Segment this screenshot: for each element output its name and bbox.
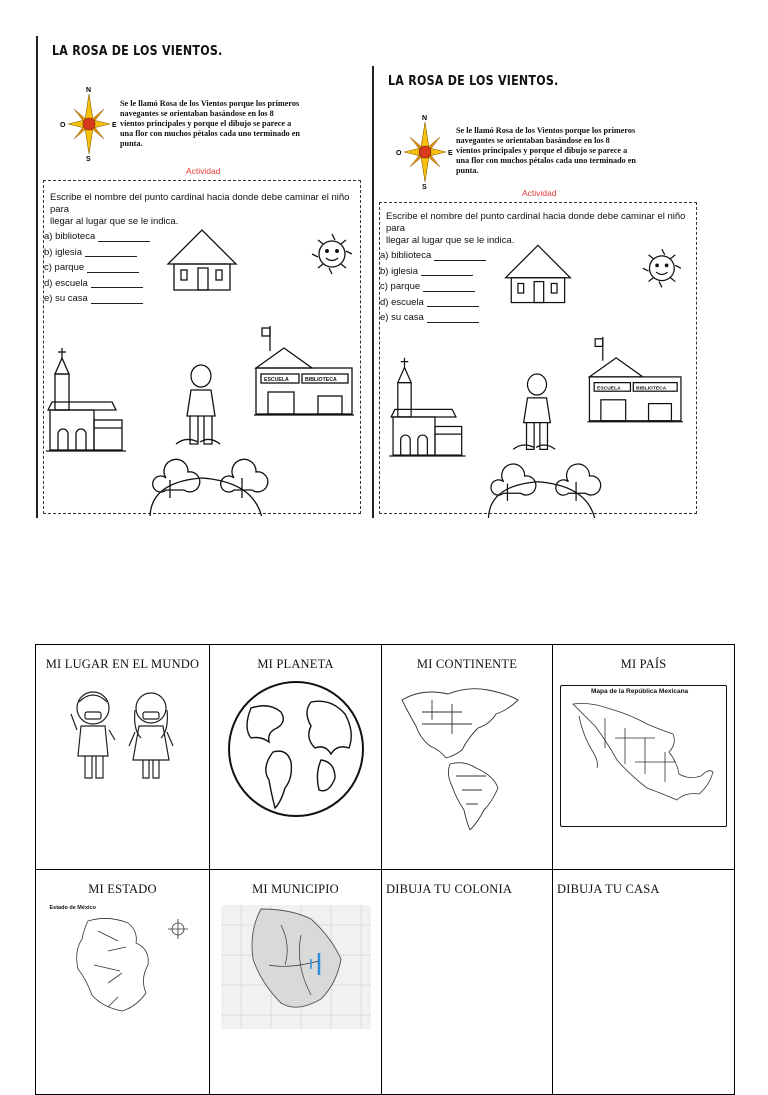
grid-row [36, 870, 735, 1095]
cell-mi-municipio [210, 870, 382, 1095]
mexico-map-icon [565, 698, 721, 822]
list-item: a) biblioteca [44, 229, 150, 245]
house-icon [168, 230, 236, 290]
children-icon [63, 680, 183, 790]
activity-label: Actividad [186, 166, 221, 176]
list-item: b) iglesia [380, 264, 486, 280]
municipality-map-icon [221, 905, 371, 1029]
boy-icon [513, 374, 555, 449]
cell-label: MI ESTADO [88, 882, 157, 896]
americas-map-icon [392, 680, 542, 830]
cell-mi-pais [553, 645, 735, 870]
map-title: Mapa de la República Mexicana [591, 688, 689, 695]
cell-mi-planeta [210, 645, 382, 870]
list-item: e) su casa [44, 291, 150, 307]
cell-label: DIBUJA TU COLONIA [386, 882, 513, 896]
svg-text:E: E [448, 150, 453, 157]
list-item: d) escuela [380, 295, 486, 311]
list-item: c) parque [44, 260, 150, 276]
my-place-grid [35, 644, 735, 1095]
cell-label: MI CONTINENTE [416, 657, 518, 671]
list-item: b) iglesia [44, 245, 150, 261]
cell-label: MI PAÍS [620, 657, 667, 671]
scene-illustration [38, 216, 364, 516]
worksheet-title: LA ROSA DE LOS VIENTOS. [52, 44, 223, 59]
school-icon [254, 326, 354, 415]
list-item: e) su casa [380, 310, 486, 326]
cell-mi-continente [382, 645, 553, 870]
svg-text:BIBLIOTECA: BIBLIOTECA [636, 386, 667, 392]
church-icon [46, 348, 126, 451]
svg-text:O: O [396, 150, 402, 157]
list-item: c) parque [380, 279, 486, 295]
worksheet-title: LA ROSA DE LOS VIENTOS. [388, 74, 559, 89]
mexico-map-frame [560, 685, 727, 827]
svg-text:O: O [60, 122, 66, 129]
svg-text:N: N [422, 115, 428, 122]
cell-label: MI LUGAR EN EL MUNDO [45, 657, 200, 671]
globe-icon [225, 678, 367, 820]
list-item: a) biblioteca [380, 248, 486, 264]
instruction-text: Escribe el nombre del punto cardinal hacia donde debe caminar el niño para llegar al lugar que se le indica. [386, 211, 686, 246]
state-map-icon [48, 911, 198, 1025]
cell-label: MI PLANETA [257, 657, 334, 671]
svg-text:S: S [86, 156, 91, 163]
sun-icon [643, 249, 681, 287]
cell-mi-lugar [36, 645, 210, 870]
list-item: d) escuela [44, 276, 150, 292]
cell-dibuja-casa[interactable] [553, 870, 735, 1095]
map-title: Estado de México [49, 905, 96, 911]
intro-text: Se le llamó Rosa de los Vientos porque los primeros navegantes se orientaban basándose en los 8 vientos principales y porque el dibujo se parece a una flor con muchos pétalos cada uno terminado en punta. [456, 126, 636, 175]
grid-row [36, 645, 735, 870]
scene-illustration [374, 232, 700, 518]
intro-text: Se le llamó Rosa de los Vientos porque los primeros navegantes se orientaban basándose en los 8 vientos principales y porque el dibujo se parece a una flor con muchos pétalos cada uno terminado en punta. [120, 99, 300, 148]
svg-text:BIBLIOTECA: BIBLIOTECA [305, 377, 337, 383]
svg-text:S: S [422, 184, 427, 191]
park-icon [488, 464, 600, 518]
compass-rose-icon [396, 112, 454, 192]
svg-text:N: N [86, 87, 92, 94]
svg-text:ESCUELA: ESCUELA [264, 377, 289, 383]
svg-text:E: E [112, 122, 117, 129]
worksheet-2 [374, 66, 700, 518]
worksheet-1 [38, 36, 364, 518]
activity-label: Actividad [522, 188, 557, 198]
school-icon [588, 337, 683, 422]
cell-dibuja-colonia[interactable] [382, 870, 553, 1095]
church-icon [389, 358, 465, 456]
boy-icon [176, 365, 220, 444]
svg-text:ESCUELA: ESCUELA [597, 386, 621, 392]
cell-mi-estado [36, 870, 210, 1095]
park-icon [150, 459, 268, 516]
instruction-text: Escribe el nombre del punto cardinal hacia donde debe caminar el niño para llegar al lugar que se le indica. [50, 192, 350, 227]
sun-icon [312, 234, 352, 274]
house-icon [506, 245, 571, 302]
state-map [48, 905, 198, 1025]
compass-rose-icon [60, 84, 118, 164]
cell-label: MI MUNICIPIO [252, 882, 339, 896]
cell-label: DIBUJA TU CASA [557, 882, 660, 896]
